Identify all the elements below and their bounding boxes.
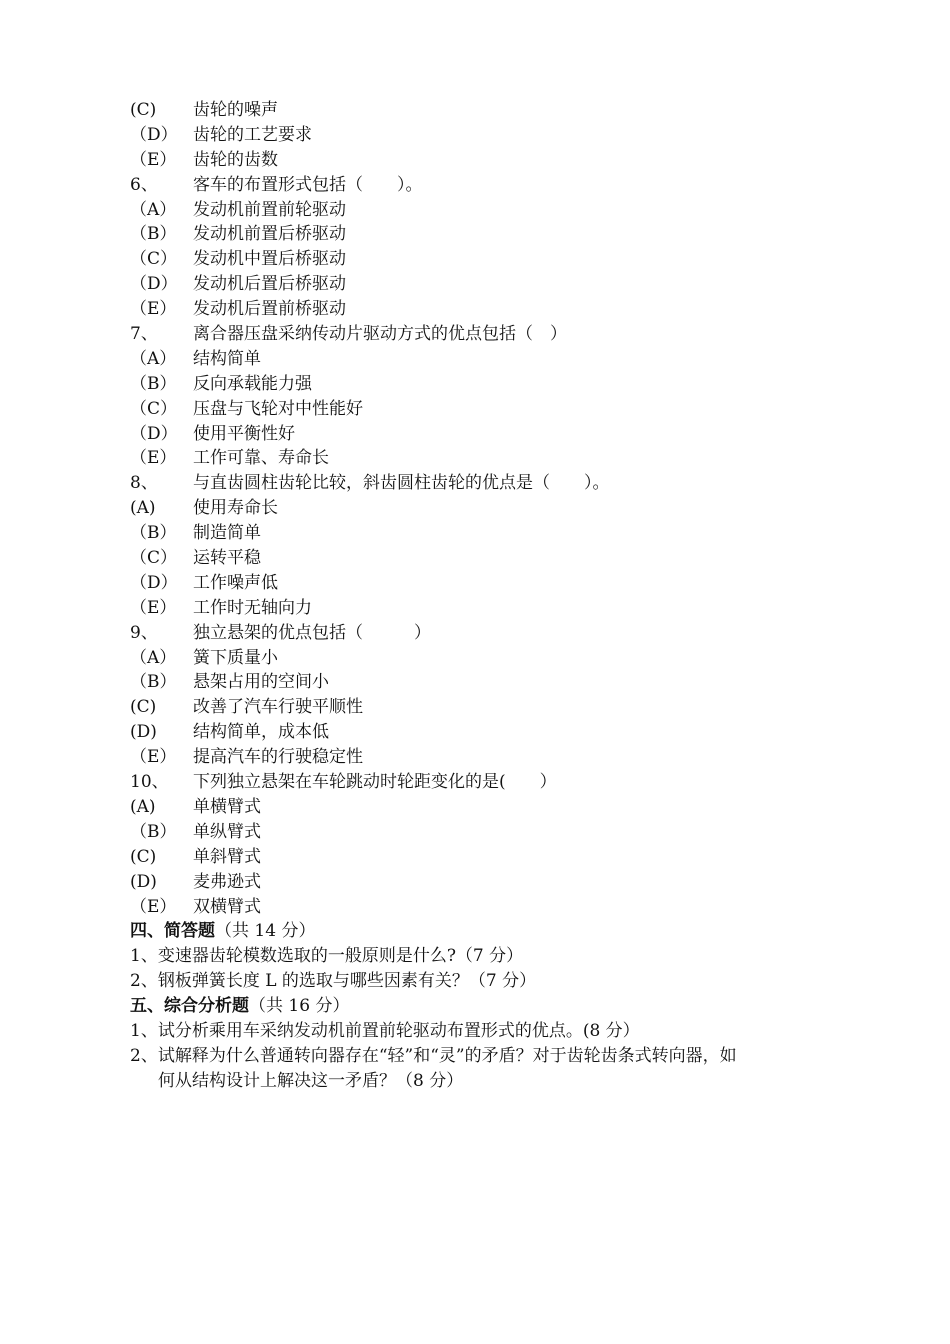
option-row: （A） 簧下质量小 bbox=[130, 647, 278, 668]
analysis-item bbox=[0, 1044, 865, 1094]
option-row: （E） 双横臂式 bbox=[130, 896, 261, 917]
option-row: （E） 发动机后置前桥驱动 bbox=[130, 299, 346, 320]
analysis-item-continuation: 何从结构设计上解决这一矛盾？（8 分） bbox=[158, 1070, 464, 1091]
option-row: （C） 压盘与飞轮对中性能好 bbox=[130, 398, 363, 419]
option-row: （D） 齿轮的工艺要求 bbox=[130, 124, 312, 145]
option-row: （B） 单纵臂式 bbox=[130, 821, 261, 842]
option-row: （C） 发动机中置后桥驱动 bbox=[130, 249, 346, 270]
short-answer-item: 1、变速器齿轮模数选取的一般原则是什么?（7 分） bbox=[130, 946, 524, 967]
question-6: 6、 客车的布置形式包括（ ）。 bbox=[130, 174, 423, 195]
option-row: （C） 运转平稳 bbox=[130, 548, 261, 569]
question-7: 7、 离合器压盘采纳传动片驱动方式的优点包括（ ） bbox=[130, 324, 567, 345]
option-row: （E） 工作时无轴向力 bbox=[130, 597, 312, 618]
option-row: (D) 结构简单，成本低 bbox=[130, 722, 329, 743]
analysis-item: 1、试分析乘用车采纳发动机前置前轮驱动布置形式的优点。(8 分） bbox=[130, 1020, 640, 1041]
option-row: （E） 工作可靠、寿命长 bbox=[130, 448, 329, 469]
option-row: (D) 麦弗逊式 bbox=[130, 871, 261, 892]
option-row: （E） 齿轮的齿数 bbox=[130, 149, 278, 170]
option-row: (A) 单横臂式 bbox=[130, 796, 261, 817]
question-8: 8、 与直齿圆柱齿轮比较，斜齿圆柱齿轮的优点是（ ）。 bbox=[130, 473, 610, 494]
option-row: （D） 发动机后置后桥驱动 bbox=[130, 274, 346, 295]
analysis-item-line: 2、试解释为什么普通转向器存在“轻”和“灵”的矛盾？对于齿轮齿条式转向器，如 bbox=[130, 1045, 737, 1066]
option-row: (C) 单斜臂式 bbox=[130, 846, 261, 867]
section-heading-short-answer: 四、简答题（共 14 分） bbox=[130, 921, 316, 942]
option-row: （B） 制造简单 bbox=[130, 523, 261, 544]
option-row: （B） 发动机前置后桥驱动 bbox=[130, 224, 346, 245]
option-row: （A） 结构简单 bbox=[130, 348, 261, 369]
short-answer-item: 2、钢板弹簧长度 L 的选取与哪些因素有关？（7 分） bbox=[130, 971, 537, 992]
option-row: （B） 悬架占用的空间小 bbox=[130, 672, 329, 693]
option-row: (C) 改善了汽车行驶平顺性 bbox=[130, 697, 363, 718]
option-row: （E） 提高汽车的行驶稳定性 bbox=[130, 747, 363, 768]
option-row: （A） 发动机前置前轮驱动 bbox=[130, 199, 346, 220]
option-row: (C) 齿轮的噪声 bbox=[130, 100, 278, 120]
question-10: 10、 下列独立悬架在车轮跳动时轮距变化的是( ） bbox=[130, 772, 557, 793]
option-row: （D） 使用平衡性好 bbox=[130, 423, 295, 444]
option-row: （B） 反向承载能力强 bbox=[130, 373, 312, 394]
question-9: 9、 独立悬架的优点包括（ ） bbox=[130, 622, 431, 643]
exam-page bbox=[0, 98, 950, 1094]
option-row: （D） 工作噪声低 bbox=[130, 572, 278, 593]
option-row: (A) 使用寿命长 bbox=[130, 498, 278, 519]
section-heading-analysis: 五、综合分析题（共 16 分） bbox=[130, 996, 350, 1017]
